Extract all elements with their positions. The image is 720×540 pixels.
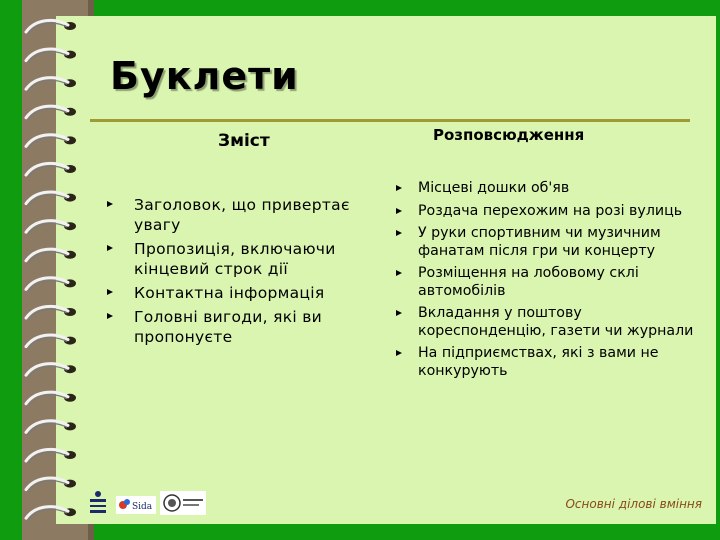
binder-ring-icon (26, 78, 76, 92)
list-item: У руки спортивним чи музичним фанатам після гри чи концерту (393, 225, 703, 260)
binder-ring-icon (26, 221, 76, 235)
svg-text:Sida: Sida (132, 502, 153, 512)
binder-ring-icon (26, 135, 76, 149)
list-item: Роздача перехожим на розі вулиць (393, 203, 703, 221)
left-column-heading: Зміст (218, 131, 270, 151)
binder-ring-icon (26, 478, 76, 492)
distribution-list (393, 180, 703, 385)
binder-ring-icon (26, 335, 76, 349)
title-divider (90, 119, 690, 122)
list-item: Розміщення на лобовому склі автомобілів (393, 265, 703, 300)
university-logo-icon (160, 491, 206, 515)
sida-logo-icon (116, 496, 156, 514)
binder-ring-icon (26, 49, 76, 63)
right-column-heading: Розповсюдження (433, 126, 585, 144)
binder-ring-icon (26, 163, 76, 177)
osn-logo-icon (90, 491, 106, 513)
bullet-icon (396, 185, 402, 191)
list-item: Вкладання у поштову кореспонденцію, газети чи журнали (393, 305, 703, 340)
binder-ring-icon (26, 249, 76, 263)
bullet-icon (396, 310, 402, 316)
binder-ring-icon (26, 306, 76, 320)
list-item: Заголовок, що привертає увагу (107, 195, 397, 235)
binder-ring-icon (26, 449, 76, 463)
bullet-icon (396, 230, 402, 236)
binder-ring-icon (26, 507, 76, 521)
list-item: На підприємствах, які з вами не конкурують (393, 345, 703, 380)
binder-ring-icon (26, 20, 76, 34)
binder-ring-icon (26, 192, 76, 206)
slide-title: Буклети (110, 54, 299, 98)
binder-ring-icon (26, 364, 76, 378)
bullet-icon (107, 245, 113, 251)
binder-ring-icon (26, 421, 76, 435)
bullet-icon (107, 289, 113, 295)
list-item: Контактна інформація (107, 283, 397, 303)
footer-caption: Основні ділові вміння (565, 497, 702, 511)
partner-logos (86, 488, 216, 518)
content-list (107, 195, 397, 351)
bullet-icon (396, 270, 402, 276)
binder-ring-icon (26, 106, 76, 120)
bullet-icon (396, 350, 402, 356)
binder-ring-icon (26, 392, 76, 406)
bullet-icon (107, 313, 113, 319)
binder-ring-icon (26, 278, 76, 292)
list-item: Пропозиція, включаючи кінцевий строк дії (107, 239, 397, 279)
bullet-icon (107, 201, 113, 207)
bullet-icon (396, 208, 402, 214)
list-item: Місцеві дошки об'яв (393, 180, 703, 198)
list-item: Головні вигоди, які ви пропонуєте (107, 307, 397, 347)
